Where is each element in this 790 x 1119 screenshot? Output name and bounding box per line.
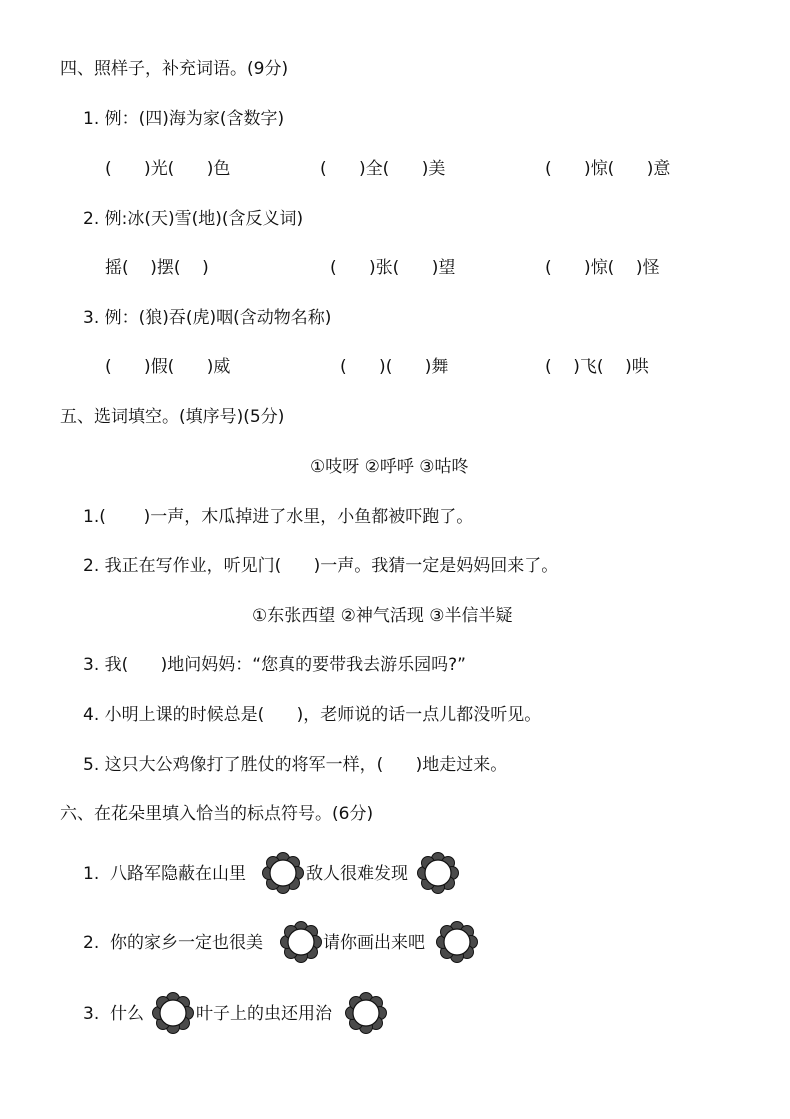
q5-5: 5. 这只大公鸡像打了胜仗的将军一样，( )地走过来。 xyxy=(83,755,508,775)
q6-2-number: 2. xyxy=(83,933,100,953)
section-6-heading: 六、在花朵里填入恰当的标点符号。(6分) xyxy=(60,804,374,824)
q4-2-blank-c: ( )惊( )怪 xyxy=(545,258,660,278)
q4-3-blank-c: ( )飞( )哄 xyxy=(545,357,649,377)
q4-3-example: 3. 例：(狼)吞(虎)咽(含动物名称) xyxy=(83,308,332,328)
q4-1-example: 1. 例：(四)海为家(含数字) xyxy=(83,109,285,129)
q4-2-blank-b: ( )张( )望 xyxy=(330,258,456,278)
q4-3-blank-b: ( )( )舞 xyxy=(340,357,449,377)
flower-blank-icon[interactable] xyxy=(417,852,459,894)
q4-1-blank-c: ( )惊( )意 xyxy=(545,159,671,179)
q5-1: 1.( )一声，木瓜掉进了水里，小鱼都被吓跑了。 xyxy=(83,507,474,527)
q4-1-blank-b: ( )全( )美 xyxy=(320,159,446,179)
q5-3: 3. 我( )地问妈妈：“您真的要带我去游乐园吗?” xyxy=(83,655,466,675)
section-5-heading: 五、选词填空。(填序号)(5分) xyxy=(60,407,285,427)
q6-1-part1: 八路军隐蔽在山里 xyxy=(110,864,246,884)
flower-blank-icon[interactable] xyxy=(280,921,322,963)
q4-1-blank-a: ( )光( )色 xyxy=(105,159,231,179)
q6-3-number: 3. xyxy=(83,1004,100,1024)
q4-2-blank-a: 摇( )摆( ) xyxy=(105,258,209,278)
q6-2-part1: 你的家乡一定也很美 xyxy=(110,933,263,953)
q4-3-blank-a: ( )假( )威 xyxy=(105,357,231,377)
q5-2: 2. 我正在写作业，听见门( )一声。我猜一定是妈妈回来了。 xyxy=(83,556,559,576)
flower-blank-icon[interactable] xyxy=(345,992,387,1034)
section-4-heading: 四、照样子，补充词语。(9分) xyxy=(60,59,289,79)
flower-blank-icon[interactable] xyxy=(436,921,478,963)
q5-4: 4. 小明上课的时候总是( )，老师说的话一点儿都没听见。 xyxy=(83,705,542,725)
q4-2-example: 2. 例:冰(天)雪(地)(含反义词) xyxy=(83,209,304,229)
flower-blank-icon[interactable] xyxy=(152,992,194,1034)
q6-3-part2: 叶子上的虫还用治 xyxy=(196,1004,332,1024)
q6-1-number: 1. xyxy=(83,864,100,884)
q6-2-part2: 请你画出来吧 xyxy=(323,933,425,953)
q6-1-part2: 敌人很难发现 xyxy=(306,864,408,884)
word-options-a: ①吱呀 ②呼呼 ③咕咚 xyxy=(310,457,469,477)
word-options-b: ①东张西望 ②神气活现 ③半信半疑 xyxy=(252,606,513,626)
flower-blank-icon[interactable] xyxy=(262,852,304,894)
q6-3-part1: 什么 xyxy=(110,1004,144,1024)
